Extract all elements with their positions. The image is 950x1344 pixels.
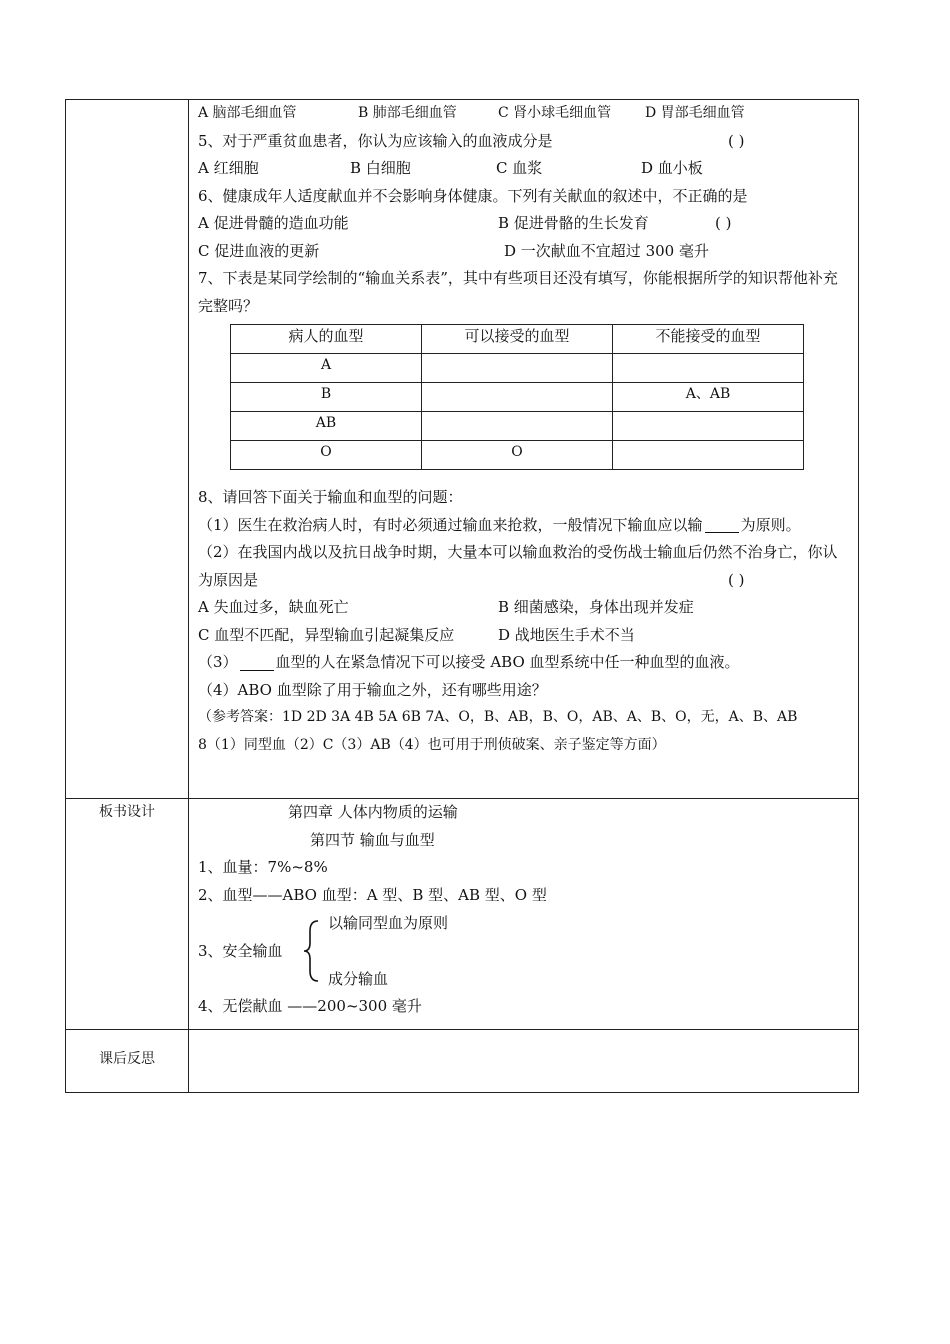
q4-options: [198, 100, 852, 128]
q8-part1-end: 为原则。: [740, 515, 801, 534]
transfusion-table: [230, 324, 804, 470]
q8-part2: （2）在我国内战以及抗日战争时期，大量本可以输血救治的受伤战士输血后仍然不治身亡，你认为原因是: [198, 543, 838, 589]
exercise-label-cell: [66, 100, 189, 799]
q6-option-a: A 促进骨髓的造血功能: [198, 214, 349, 232]
board-item-1: 1、血量：7%~8%: [198, 858, 328, 876]
q8-part3-text: 血型的人在紧急情况下可以接受 ABO 血型系统中任一种血型的血液。: [275, 653, 740, 671]
board-chapter: 第四章 人体内物质的运输: [288, 803, 458, 821]
transfusion-table-header: [231, 325, 804, 354]
board-item-3-label: 3、安全输血: [198, 942, 283, 960]
board-item-3-b: 成分输血: [328, 970, 389, 988]
q6-question: 6、健康成年人适度献血并不会影响身体健康。下列有关献血的叙述中，不正确的是: [198, 186, 748, 205]
q6-options-ab: [198, 210, 852, 238]
curly-brace-icon: [302, 919, 322, 983]
table-cell: [422, 354, 613, 383]
q5-option-a: A 红细胞: [198, 159, 259, 177]
q8-part1: [198, 512, 852, 540]
q8-part2-options-ab: [198, 594, 852, 622]
q6-option-d: D 一次献血不宜超过 300 毫升: [504, 241, 709, 260]
q4-option-c: C 肾小球毛细血管: [498, 105, 612, 121]
q6-options-cd: [198, 238, 852, 266]
q7-question: 7、下表是某同学绘制的“输血关系表”，其中有些项目还没有填写，你能根据所学的知识帮他补充完整吗？: [198, 269, 838, 315]
q6-option-b: B 促进骨骼的生长发育: [498, 214, 649, 232]
q8-part2-answer-blank: ( ): [728, 570, 745, 589]
header-patient-type: 病人的血型: [231, 325, 422, 354]
board-section: 第四节 输血与血型: [310, 830, 435, 849]
q8-part1-text: （1）医生在救治病人时，有时必须通过输血来抢救，一般情况下输血应以输: [198, 515, 703, 534]
q5-option-b: B 白细胞: [350, 159, 411, 177]
reflection-label: 课后反思: [66, 1029, 189, 1092]
table-row: [231, 412, 804, 441]
q5-option-c: C 血浆: [496, 159, 543, 177]
q6-option-c: C 促进血液的更新: [198, 241, 320, 260]
q4-option-d: D 胃部毛细血管: [645, 105, 745, 121]
q8-part3: [198, 649, 852, 677]
lesson-plan-table: [65, 99, 859, 1093]
table-cell: [613, 441, 804, 470]
board-item-3-a: 以输同型血为原则: [328, 914, 449, 932]
board-item-4: 4、无偿献血 ——200~300 毫升: [198, 997, 422, 1015]
header-cannot-receive: 不能接受的血型: [613, 325, 804, 354]
board-design-content: [189, 799, 859, 1030]
q5-answer-blank: ( ): [728, 131, 745, 150]
table-row: [231, 441, 804, 470]
q8-part3-prefix: （3）: [198, 653, 238, 671]
q4-option-a: A 脑部毛细血管: [198, 105, 297, 121]
q8-part2-paren-line: [198, 567, 852, 595]
q5-question: [198, 128, 852, 156]
q8-part3-blank: [240, 669, 274, 671]
q5-option-d: D 血小板: [641, 159, 703, 177]
q5-options: [198, 155, 852, 183]
q8-part4: （4）ABO 血型除了用于输血之外，还有哪些用途？: [198, 680, 547, 699]
board-item-3: [198, 909, 852, 993]
table-cell: [422, 383, 613, 412]
table-cell: [422, 412, 613, 441]
q8-part2-options-cd: [198, 622, 852, 650]
table-cell: [613, 412, 804, 441]
table-cell: O: [231, 441, 422, 470]
q8-option-c: C 血型不匹配，异型输血引起凝集反应: [198, 625, 455, 644]
table-row: [231, 383, 804, 412]
q4-option-b: B 肺部毛细血管: [358, 105, 457, 121]
table-cell: O: [422, 441, 613, 470]
q8-option-b: B 细菌感染，身体出现并发症: [498, 598, 694, 616]
exercise-content-cell: [189, 100, 859, 799]
reflection-content: [189, 1029, 859, 1092]
q8-part1-blank: [705, 531, 739, 533]
board-design-row: [66, 799, 859, 1030]
exercise-row: [66, 100, 859, 799]
table-cell: [613, 354, 804, 383]
table-cell: B: [231, 383, 422, 412]
table-row: [231, 354, 804, 383]
table-cell: A、AB: [613, 383, 804, 412]
q8-question: 8、请回答下面关于输血和血型的问题：: [198, 488, 463, 506]
board-item-2: 2、血型——ABO 血型：A 型、B 型、AB 型、O 型: [198, 885, 547, 904]
q6-answer-blank: ( ): [715, 214, 732, 232]
board-design-label: 板书设计: [66, 799, 189, 1030]
q5-text: 5、对于严重贫血患者，你认为应该输入的血液成分是: [198, 131, 553, 150]
q8-option-d: D 战地医生手术不当: [498, 625, 635, 644]
answer-key-line1: （参考答案：1D 2D 3A 4B 5A 6B 7A、O，B、AB，B、O，AB、A、B、O，无，A、B、AB: [198, 709, 798, 725]
answer-key-line2: 8（1）同型血（2）C（3）AB（4）也可用于刑侦破案、亲子鉴定等方面）: [198, 736, 666, 753]
table-cell: AB: [231, 412, 422, 441]
reflection-row: [66, 1029, 859, 1092]
table-cell: A: [231, 354, 422, 383]
header-can-receive: 可以接受的血型: [422, 325, 613, 354]
q8-option-a: A 失血过多，缺血死亡: [198, 598, 349, 616]
